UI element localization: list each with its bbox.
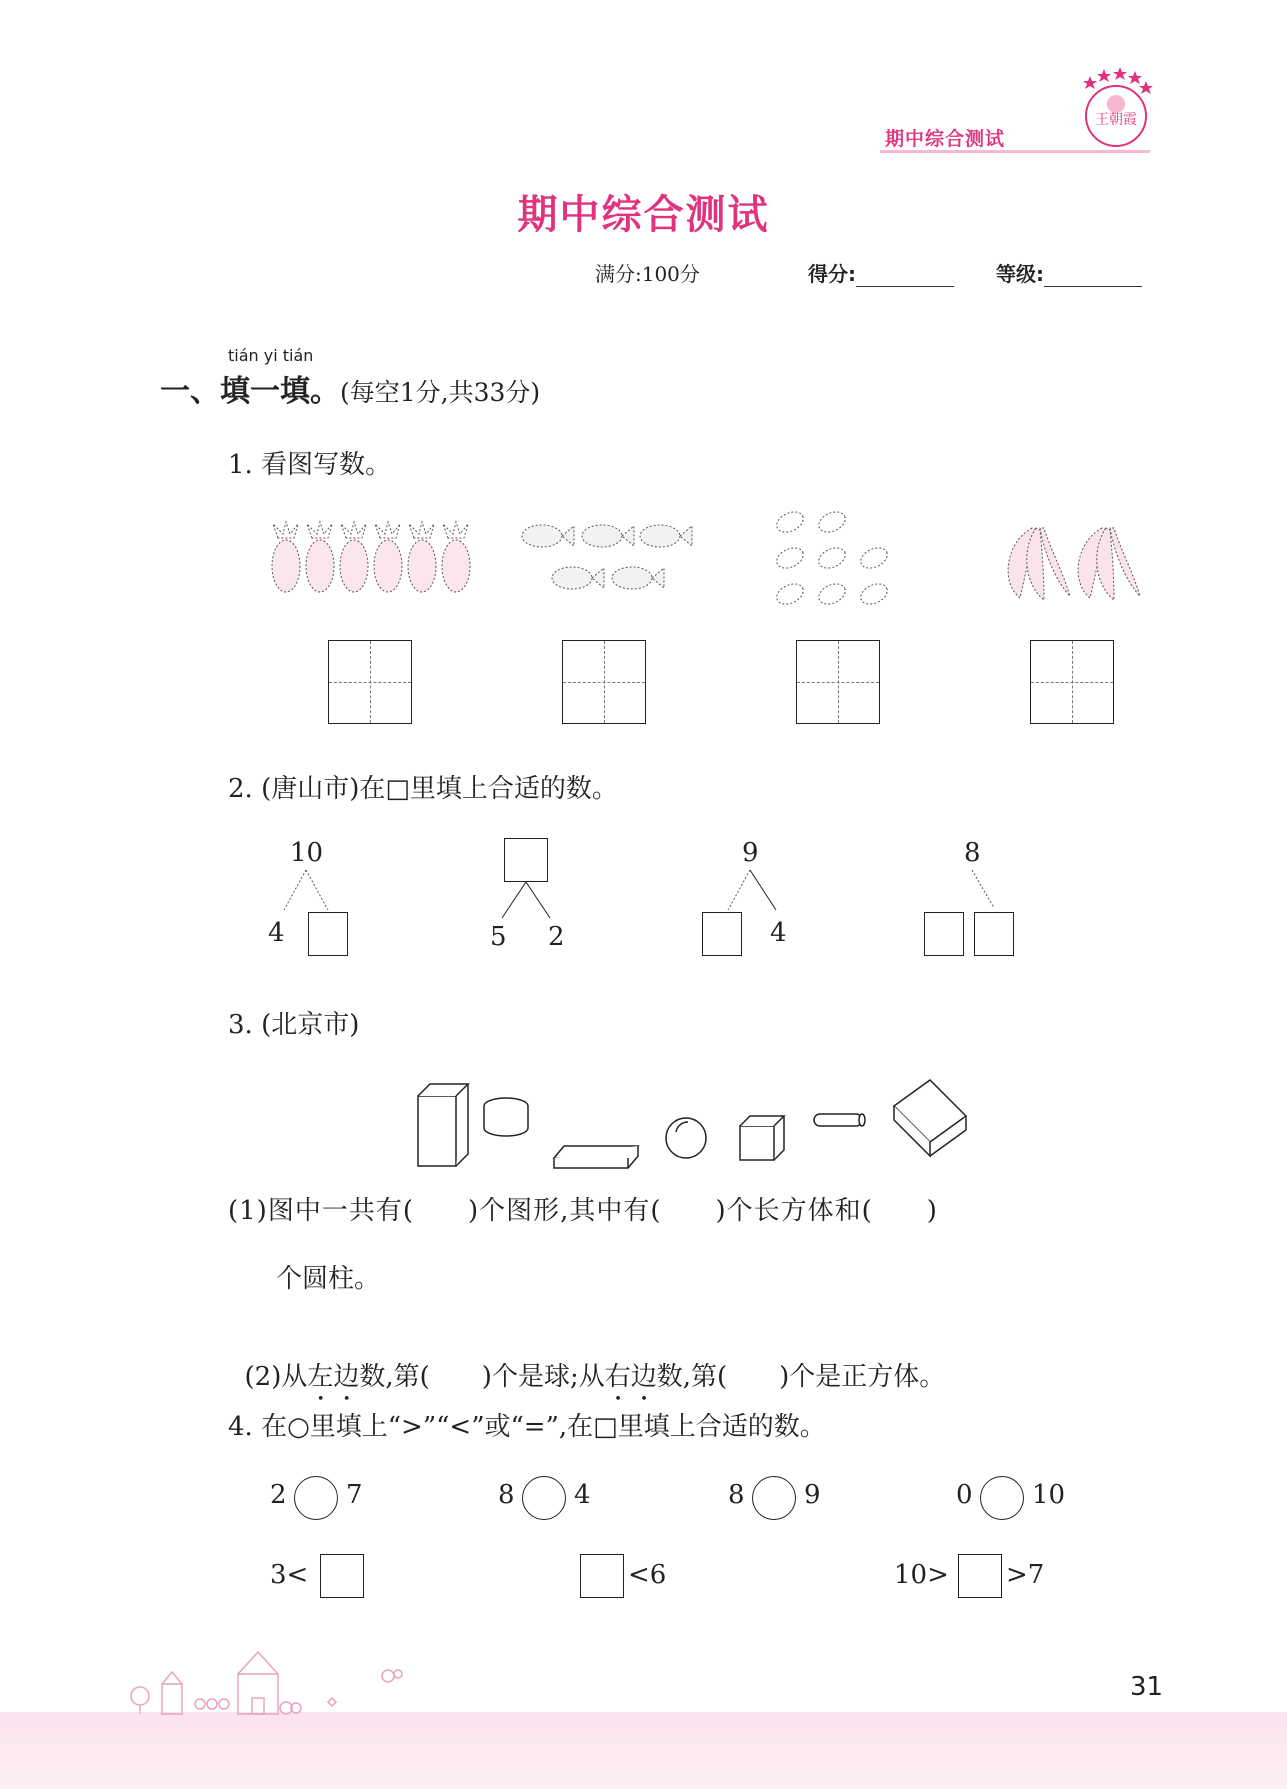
compare1-b: 7 bbox=[346, 1480, 363, 1510]
answer-grid-bananas[interactable] bbox=[1030, 640, 1114, 724]
ineq1-left: 3< bbox=[270, 1560, 309, 1590]
fish-image bbox=[518, 518, 694, 602]
header-section-label: 期中综合测试 bbox=[885, 128, 1006, 150]
header-logo bbox=[1078, 64, 1154, 150]
q3-p2-emphasis-right: 右边 bbox=[604, 1362, 657, 1392]
tree2-right: 2 bbox=[548, 922, 565, 952]
tree4-right-box[interactable] bbox=[974, 912, 1014, 956]
fish-icon bbox=[518, 518, 694, 598]
compare2-circle[interactable] bbox=[522, 1476, 566, 1520]
compare4-a: 0 bbox=[956, 1480, 973, 1510]
flat-cuboid-icon bbox=[554, 1146, 638, 1168]
compare1-circle[interactable] bbox=[294, 1476, 338, 1520]
compare4-b: 10 bbox=[1032, 1480, 1066, 1510]
section-title bbox=[160, 366, 540, 410]
section-title-text: 一、填一填。 bbox=[160, 374, 340, 409]
answer-grid-pineapples[interactable] bbox=[328, 640, 412, 724]
leaf-icon bbox=[772, 508, 898, 612]
q3-p2-mid: 数,第( )个是球;从 bbox=[359, 1362, 605, 1392]
header-rule bbox=[880, 150, 1150, 153]
q3-label: 3. (北京市) bbox=[228, 1010, 360, 1040]
tree2-lines bbox=[496, 882, 556, 922]
q3-p2-pre: (2)从 bbox=[244, 1362, 308, 1392]
tree3-top: 9 bbox=[742, 838, 759, 868]
tree2-left: 5 bbox=[490, 922, 507, 952]
tree4-left-box[interactable] bbox=[924, 912, 964, 956]
score-label bbox=[808, 258, 954, 287]
tree1-lines bbox=[276, 870, 336, 912]
section-pinyin: tián yi tián bbox=[228, 346, 314, 365]
tree3-right: 4 bbox=[770, 918, 787, 948]
pineapple-icon bbox=[268, 520, 476, 596]
leaves-image bbox=[772, 508, 898, 616]
tree4-top: 8 bbox=[964, 838, 981, 868]
ineq3-right: >7 bbox=[1006, 1560, 1045, 1590]
tree3-lines bbox=[722, 870, 782, 912]
score-blank[interactable] bbox=[856, 264, 954, 287]
cube-icon bbox=[740, 1116, 784, 1160]
compare2-b: 4 bbox=[574, 1480, 591, 1510]
page-title: 期中综合测试 bbox=[517, 192, 770, 238]
shapes-illustration bbox=[414, 1076, 974, 1172]
tilted-cuboid-icon bbox=[894, 1080, 966, 1156]
short-cylinder-icon bbox=[484, 1098, 528, 1136]
footer-town-decoration-icon bbox=[118, 1644, 428, 1716]
compare4-circle[interactable] bbox=[980, 1476, 1024, 1520]
answer-grid-leaves[interactable] bbox=[796, 640, 880, 724]
q3-part1-line1: (1)图中一共有( )个图形,其中有( )个长方体和( ) bbox=[228, 1196, 938, 1226]
tall-cuboid-icon bbox=[418, 1084, 468, 1166]
tree3-left-box[interactable] bbox=[702, 912, 742, 956]
svg-text:王朝霞: 王朝霞 bbox=[1095, 112, 1137, 128]
ineq2-box[interactable] bbox=[580, 1554, 624, 1598]
tree1-left: 4 bbox=[268, 918, 285, 948]
q3-part2 bbox=[228, 1326, 945, 1407]
compare3-circle[interactable] bbox=[752, 1476, 796, 1520]
tree1-top: 10 bbox=[290, 838, 324, 868]
section-note: (每空1分,共33分) bbox=[340, 378, 541, 407]
compare3-b: 9 bbox=[804, 1480, 821, 1510]
q1-label: 1. 看图写数。 bbox=[228, 450, 392, 480]
sphere-icon bbox=[666, 1118, 706, 1158]
q2-label: 2. (唐山市)在□里填上合适的数。 bbox=[228, 774, 618, 804]
ineq2-right: <6 bbox=[628, 1560, 667, 1590]
page-number: 31 bbox=[1130, 1672, 1164, 1702]
logo-seal-icon bbox=[1078, 64, 1154, 150]
banana-icon bbox=[996, 522, 1148, 604]
q3-part1-line2: 个圆柱。 bbox=[276, 1264, 381, 1294]
answer-grid-fish[interactable] bbox=[562, 640, 646, 724]
tree2-top-box[interactable] bbox=[504, 838, 548, 882]
ineq3-left: 10> bbox=[894, 1560, 949, 1590]
q4-label: 4. 在○里填上“>”“<”或“=”,在□里填上合适的数。 bbox=[228, 1412, 826, 1442]
ineq3-box[interactable] bbox=[958, 1554, 1002, 1598]
q3-p2-emphasis-left: 左边 bbox=[307, 1362, 360, 1392]
tree1-right-box[interactable] bbox=[308, 912, 348, 956]
long-cylinder-icon bbox=[814, 1114, 865, 1126]
footer-band bbox=[0, 1712, 1287, 1789]
ineq1-box[interactable] bbox=[320, 1554, 364, 1598]
bananas-image bbox=[996, 522, 1148, 608]
compare1-a: 2 bbox=[270, 1480, 287, 1510]
compare3-a: 8 bbox=[728, 1480, 745, 1510]
pineapples-image bbox=[268, 520, 476, 600]
grade-text: 等级: bbox=[996, 262, 1044, 286]
grade-label bbox=[996, 258, 1142, 287]
q3-p2-post: 数,第( )个是正方体。 bbox=[656, 1362, 946, 1392]
grade-blank[interactable] bbox=[1044, 264, 1142, 287]
score-got-label: 得分: bbox=[808, 262, 856, 286]
full-score: 满分:100分 bbox=[595, 262, 700, 286]
tree4-lines bbox=[950, 870, 1010, 912]
compare2-a: 8 bbox=[498, 1480, 515, 1510]
